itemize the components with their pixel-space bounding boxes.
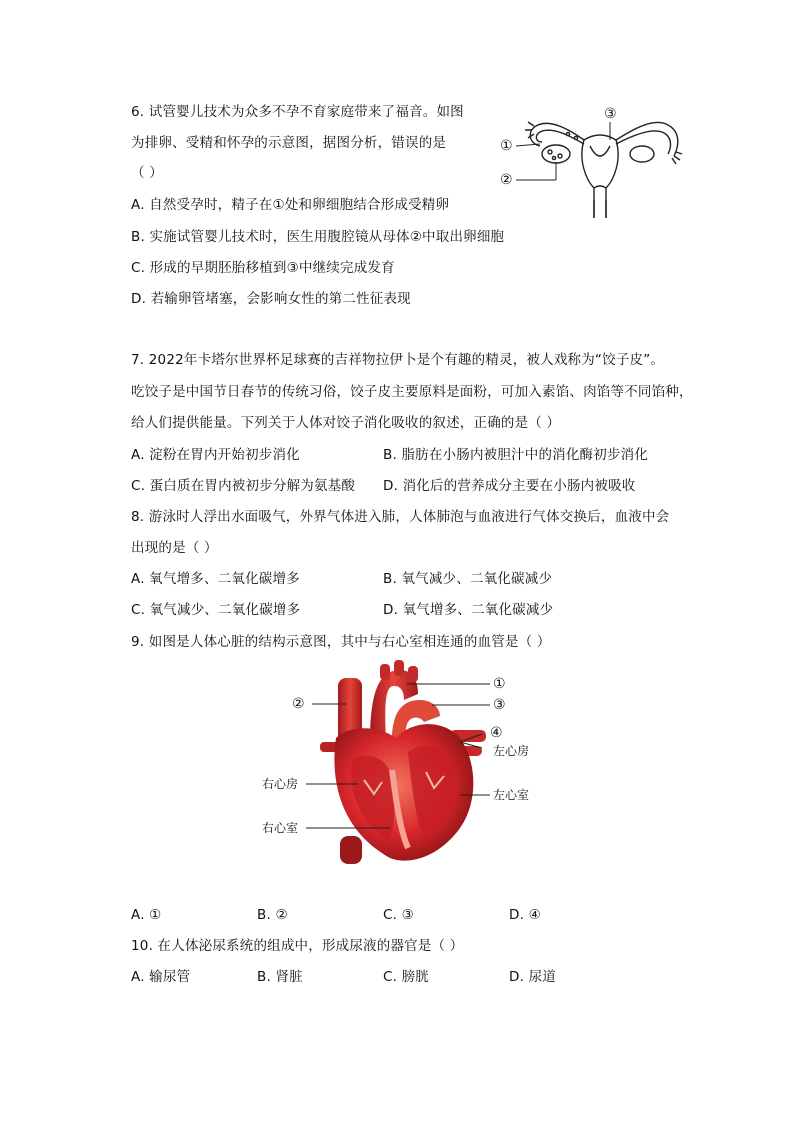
q10-option-a[interactable]: A. 输尿管 [131, 969, 191, 985]
q6-option-d[interactable]: D. 若输卵管堵塞，会影响女性的第二性征表现 [131, 291, 411, 307]
uterus-label-3: ③ [604, 106, 617, 122]
heart-label-left-atrium: 左心房 [493, 744, 530, 758]
heart-label-right-atrium: 右心房 [262, 777, 299, 791]
q10-option-b[interactable]: B. 肾脏 [257, 969, 303, 985]
q6-option-c[interactable]: C. 形成的早期胚胎移植到③中继续完成发育 [131, 260, 395, 276]
q8-stem-line2: 出现的是（ ） [131, 540, 218, 556]
q7-option-b[interactable]: B. 脂肪在小肠内被胆汁中的消化酶初步消化 [383, 447, 649, 463]
q8-option-a[interactable]: A. 氧气增多、二氧化碳增多 [131, 571, 300, 587]
q6-option-a[interactable]: A. 自然受孕时，精子在①处和卵细胞结合形成受精卵 [131, 197, 450, 213]
heart-label-3: ③ [493, 697, 506, 713]
heart-label-right-ventricle: 右心室 [262, 821, 299, 835]
q6-answer-paren: （ ） [131, 165, 163, 181]
q8-stem-line1: 8. 游泳时人浮出水面吸气，外界气体进入肺，人体肺泡与血液进行气体交换后，血液中会 [131, 509, 670, 525]
q10-option-d[interactable]: D. 尿道 [509, 969, 556, 985]
uterus-label-1: ① [500, 138, 513, 154]
q7-stem-line3: 给人们提供能量。下列关于人体对饺子消化吸收的叙述，正确的是（ ） [131, 415, 561, 431]
heart-label-left-ventricle: 左心室 [493, 788, 530, 802]
q7-option-d[interactable]: D. 消化后的营养成分主要在小肠内被吸收 [383, 478, 636, 494]
q8-option-b[interactable]: B. 氧气减少、二氧化碳减少 [383, 571, 553, 587]
q9-stem-line1: 9. 如图是人体心脏的结构示意图，其中与右心室相连通的血管是（ ） [131, 634, 551, 650]
q6-option-b[interactable]: B. 实施试管婴儿技术时，医生用腹腔镜从母体②中取出卵细胞 [131, 229, 505, 245]
uterus-label-2: ② [500, 172, 513, 188]
heart-label-1: ① [493, 676, 506, 692]
q7-option-c[interactable]: C. 蛋白质在胃内被初步分解为氨基酸 [131, 478, 356, 494]
q9-option-b[interactable]: B. ② [257, 907, 288, 923]
q8-option-d[interactable]: D. 氧气增多、二氧化碳减少 [383, 602, 554, 618]
heart-label-4: ④ [490, 725, 503, 741]
q8-option-c[interactable]: C. 氧气减少、二氧化碳增多 [131, 602, 301, 618]
q9-option-d[interactable]: D. ④ [509, 907, 541, 923]
q6-stem-line1: 6. 试管婴儿技术为众多不孕不育家庭带来了福音。如图 [131, 104, 464, 120]
q9-option-a[interactable]: A. ① [131, 907, 162, 923]
q7-stem-line1: 7. 2022年卡塔尔世界杯足球赛的吉祥物拉伊卜是个有趣的精灵，被人戏称为“饺子皮”。 [131, 352, 665, 368]
q7-option-a[interactable]: A. 淀粉在胃内开始初步消化 [131, 447, 300, 463]
q6-stem-line2: 为排卵、受精和怀孕的示意图，据图分析，错误的是 [131, 135, 447, 151]
q7-stem-line2: 吃饺子是中国节日春节的传统习俗，饺子皮主要原料是面粉，可加入素馅、肉馅等不同馅种， [131, 384, 693, 400]
q9-option-c[interactable]: C. ③ [383, 907, 414, 923]
heart-label-2: ② [292, 696, 305, 712]
q10-option-c[interactable]: C. 膀胱 [383, 969, 430, 985]
q10-stem-line1: 10. 在人体泌尿系统的组成中，形成尿液的器官是（ ） [131, 938, 464, 954]
